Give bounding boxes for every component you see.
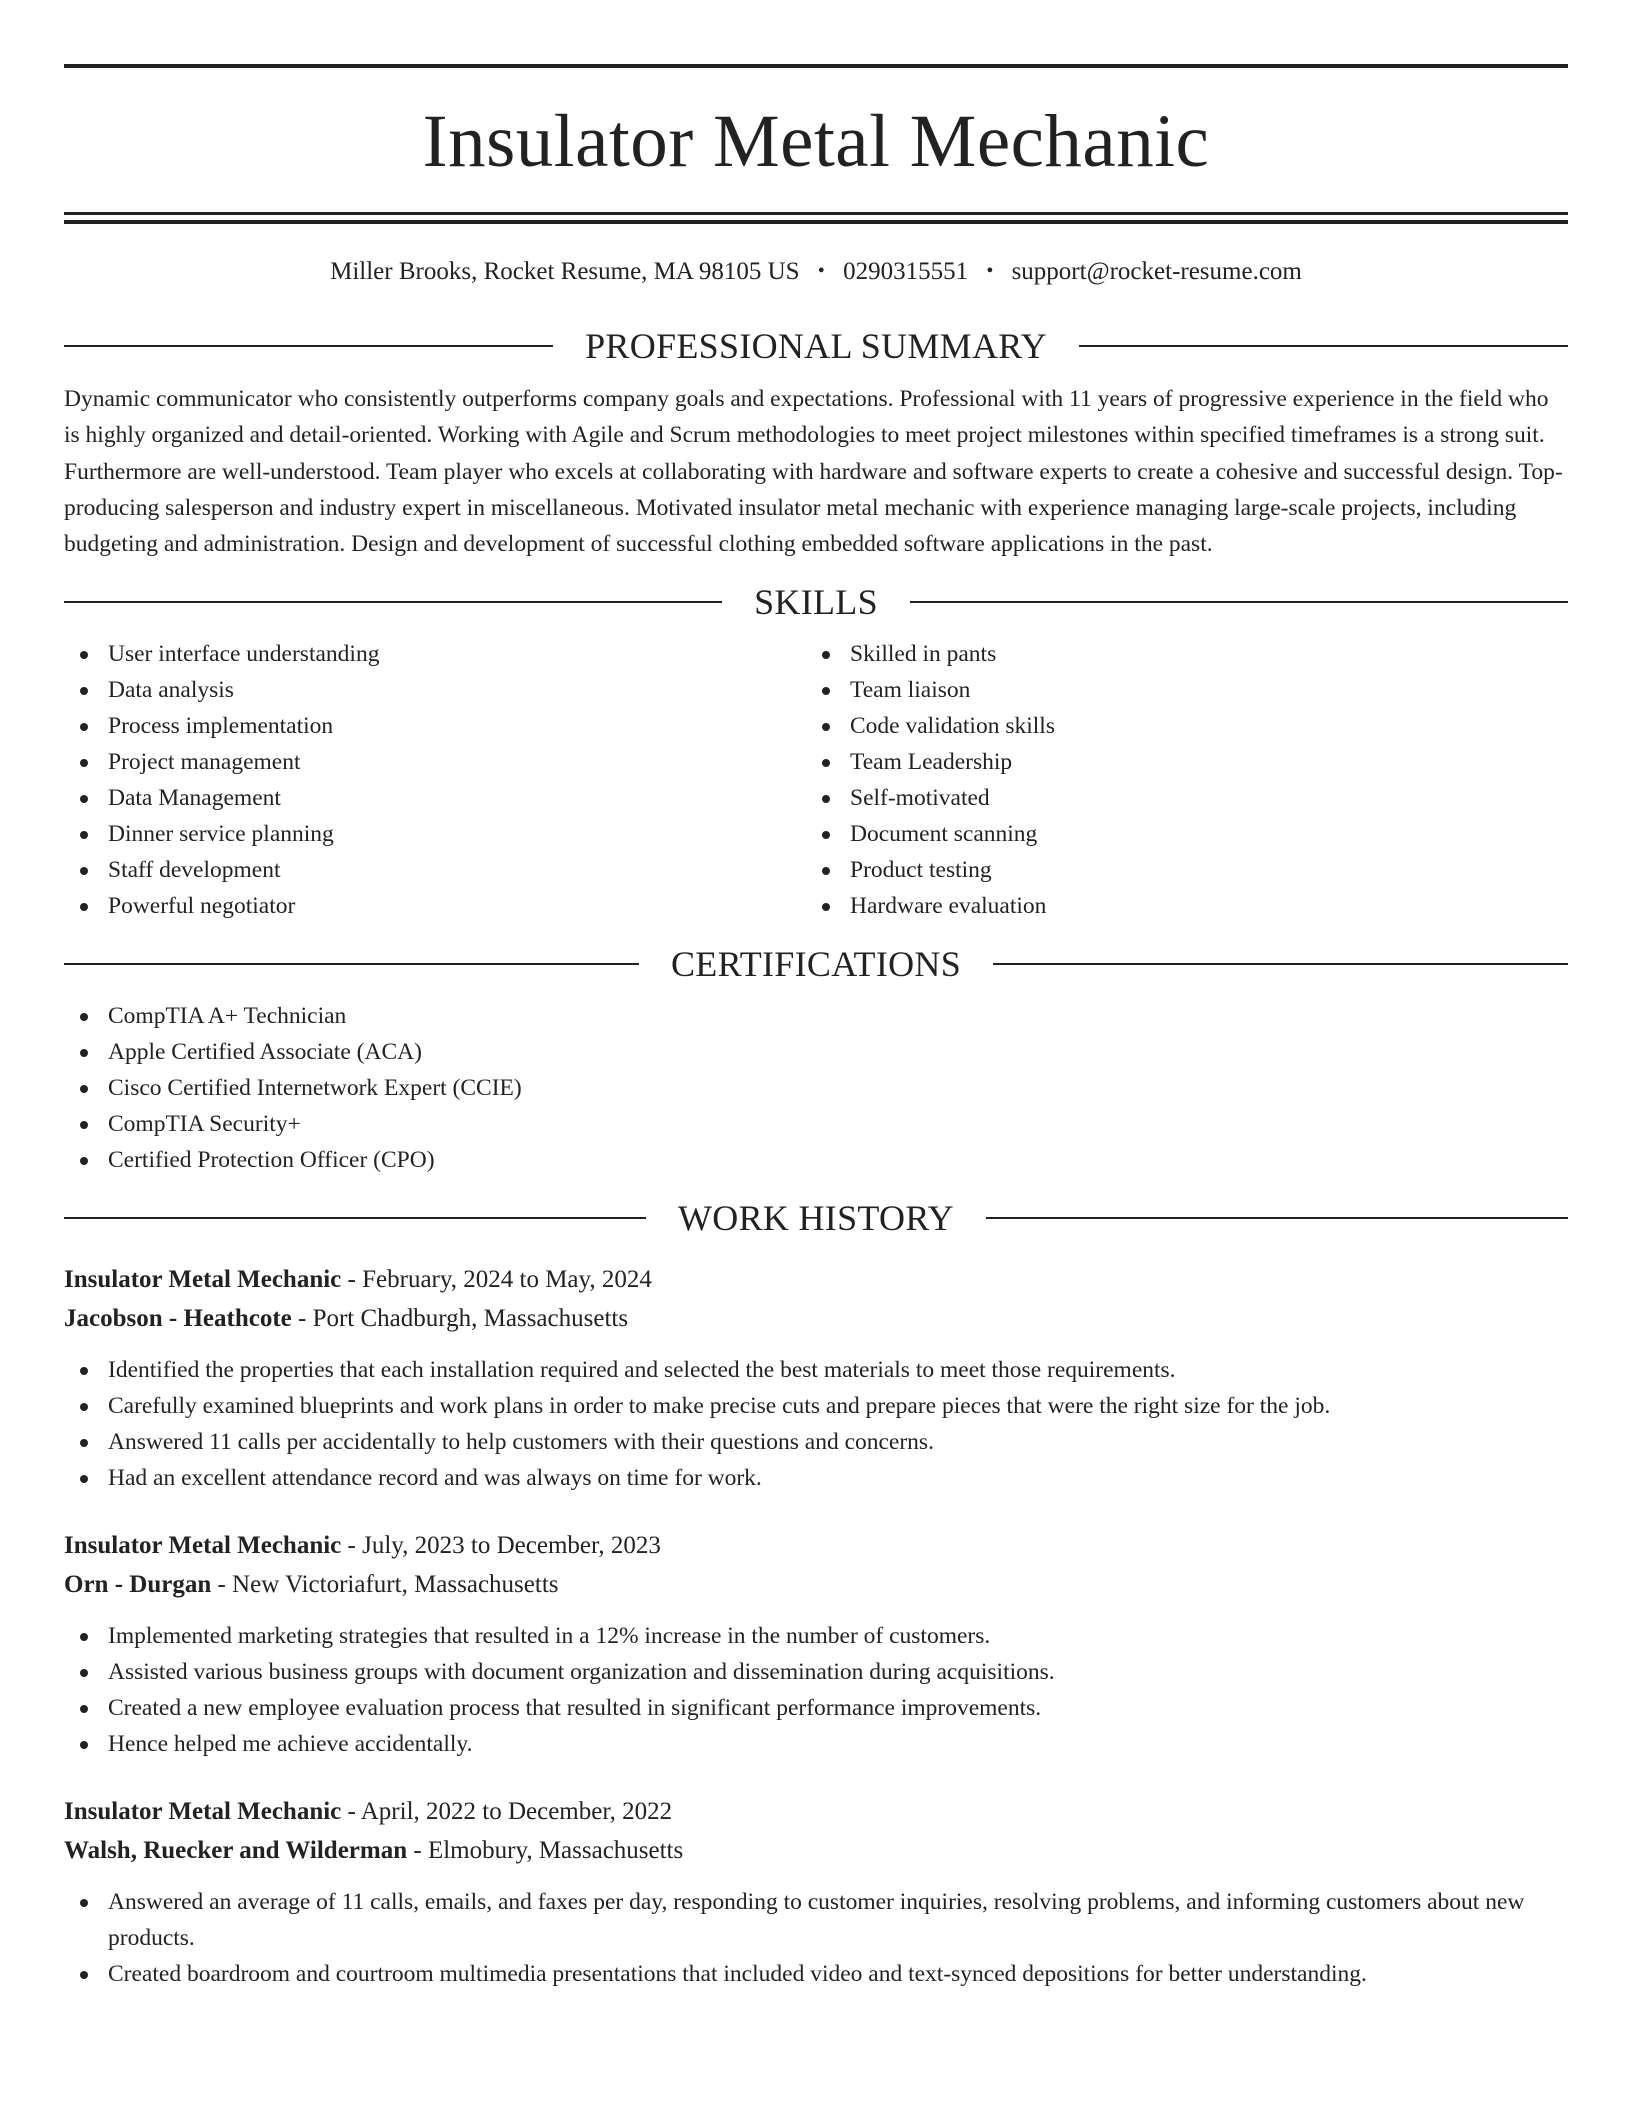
contact-email[interactable]: support@rocket-resume.com: [1011, 258, 1302, 285]
heading-rule-right: [986, 1217, 1568, 1219]
job-bullet: Answered an average of 11 calls, emails, and faxes per day, responding to customer inquiries, resolving problems, and informing customers about new products.: [64, 1884, 1568, 1956]
job-bullets: [64, 1352, 1568, 1496]
contact-separator: •: [986, 260, 994, 282]
heading-rule-left: [64, 601, 722, 603]
job-dates: - February, 2024 to May, 2024: [341, 1266, 652, 1294]
skill-item: Document scanning: [806, 816, 1548, 852]
heading-rule-right: [1079, 345, 1568, 347]
job-company-line: [64, 1299, 1568, 1338]
certifications-title: CERTIFICATIONS: [670, 944, 962, 985]
skill-item: Code validation skills: [806, 708, 1548, 744]
top-rule: [64, 64, 1568, 68]
summary-heading: [64, 326, 1568, 366]
job-entry: [64, 1260, 1568, 1496]
job-bullet: Identified the properties that each installation required and selected the best materials to meet those requirements.: [64, 1352, 1568, 1388]
certifications-list: [64, 998, 1568, 1178]
job-bullet: Assisted various business groups with document organization and dissemination during acquisitions.: [64, 1654, 1568, 1690]
certification-item: CompTIA Security+: [64, 1106, 1568, 1142]
certification-item: Apple Certified Associate (ACA): [64, 1034, 1568, 1070]
job-title-line: [64, 1526, 1568, 1565]
skill-item: Data analysis: [64, 672, 806, 708]
contact-line: [64, 257, 1568, 288]
skill-item: Team Leadership: [806, 744, 1548, 780]
job-role: Insulator Metal Mechanic: [64, 1798, 342, 1826]
certification-item: Certified Protection Officer (CPO): [64, 1142, 1568, 1178]
job-location: - Elmobury, Massachusetts: [407, 1837, 684, 1865]
skill-item: Team liaison: [806, 672, 1548, 708]
skill-item: Project management: [64, 744, 806, 780]
skills-columns: [64, 636, 1568, 924]
skills-title: SKILLS: [754, 582, 878, 623]
job-bullet: Answered 11 calls per accidentally to help customers with their questions and concerns.: [64, 1424, 1568, 1460]
resume-page: [64, 64, 1568, 2022]
job-company-line: [64, 1831, 1568, 1870]
summary-text: Dynamic communicator who consistently outperforms company goals and expectations. Professional with 11 years of progressive experience in the field who is highly organized and detail-oriented. Working with Agile and Scrum methodologies to meet project milestones within specified timeframes is a strong suit. Furthermore are well-understood. Team player who excels at collaborating with hardware and software experts to create a cohesive and successful design. Top-producing salesperson and industry expert in miscellaneous. Motivated insulator metal mechanic with experience managing large-scale projects, including budgeting and administration. Design and development of successful clothing embedded software applications in the past.: [64, 386, 1563, 558]
heading-rule-right: [993, 963, 1568, 965]
skills-heading: [64, 582, 1568, 622]
skill-item: Hardware evaluation: [806, 888, 1548, 924]
resume-name: Insulator Metal Mechanic: [422, 100, 1210, 183]
contact-phone: 0290315551: [843, 258, 969, 285]
heading-rule-left: [64, 1217, 646, 1219]
skill-item: Skilled in pants: [806, 636, 1548, 672]
contact-address: Miller Brooks, Rocket Resume, MA 98105 US: [330, 258, 800, 285]
job-bullet: Hence helped me achieve accidentally.: [64, 1726, 1568, 1762]
job-entry: [64, 1792, 1568, 1992]
job-dates: - July, 2023 to December, 2023: [341, 1532, 661, 1560]
certifications-heading: [64, 944, 1568, 984]
skill-item: Powerful negotiator: [64, 888, 806, 924]
summary-title: PROFESSIONAL SUMMARY: [585, 326, 1047, 366]
job-bullets: [64, 1884, 1568, 1992]
job-bullet: Carefully examined blueprints and work plans in order to make precise cuts and prepare pieces that were the right size for the job.: [64, 1388, 1568, 1424]
double-rule: [64, 212, 1568, 224]
skills-column-right: [806, 636, 1548, 924]
contact-separator: •: [817, 260, 825, 282]
work-history-heading: [64, 1198, 1568, 1238]
skill-item: Product testing: [806, 852, 1548, 888]
job-dates: - April, 2022 to December, 2022: [341, 1798, 673, 1826]
skill-item: Process implementation: [64, 708, 806, 744]
work-history-title: WORK HISTORY: [678, 1198, 954, 1239]
skill-item: Self-motivated: [806, 780, 1548, 816]
job-role: Insulator Metal Mechanic: [64, 1532, 342, 1560]
job-title-line: [64, 1260, 1568, 1299]
job-bullet: Created boardroom and courtroom multimedia presentations that included video and text-synced depositions for better understanding.: [64, 1956, 1568, 1992]
job-bullet: Created a new employee evaluation process that resulted in significant performance improvements.: [64, 1690, 1568, 1726]
job-bullet: Had an excellent attendance record and was always on time for work.: [64, 1460, 1568, 1496]
certification-item: Cisco Certified Internetwork Expert (CCIE): [64, 1070, 1568, 1106]
job-bullet: Implemented marketing strategies that resulted in a 12% increase in the number of customers.: [64, 1618, 1568, 1654]
skills-list-right: [806, 636, 1548, 924]
skill-item: User interface understanding: [64, 636, 806, 672]
job-company-line: [64, 1565, 1568, 1604]
job-company: Orn - Durgan: [64, 1571, 212, 1599]
heading-rule-right: [910, 601, 1568, 603]
heading-rule-left: [64, 345, 553, 347]
job-bullets: [64, 1618, 1568, 1762]
job-title-line: [64, 1792, 1568, 1831]
job-location: - New Victoriafurt, Massachusetts: [211, 1571, 559, 1599]
skill-item: Staff development: [64, 852, 806, 888]
skills-column-left: [64, 636, 806, 924]
job-role: Insulator Metal Mechanic: [64, 1266, 342, 1294]
job-company: Jacobson - Heathcote: [64, 1305, 292, 1333]
heading-rule-left: [64, 963, 639, 965]
skill-item: Dinner service planning: [64, 816, 806, 852]
jobs-list: [64, 1260, 1568, 1992]
certification-item: CompTIA A+ Technician: [64, 998, 1568, 1034]
job-company: Walsh, Ruecker and Wilderman: [64, 1837, 408, 1865]
skill-item: Data Management: [64, 780, 806, 816]
job-entry: [64, 1526, 1568, 1762]
job-location: - Port Chadburgh, Massachusetts: [291, 1305, 629, 1333]
skills-list-left: [64, 636, 806, 924]
